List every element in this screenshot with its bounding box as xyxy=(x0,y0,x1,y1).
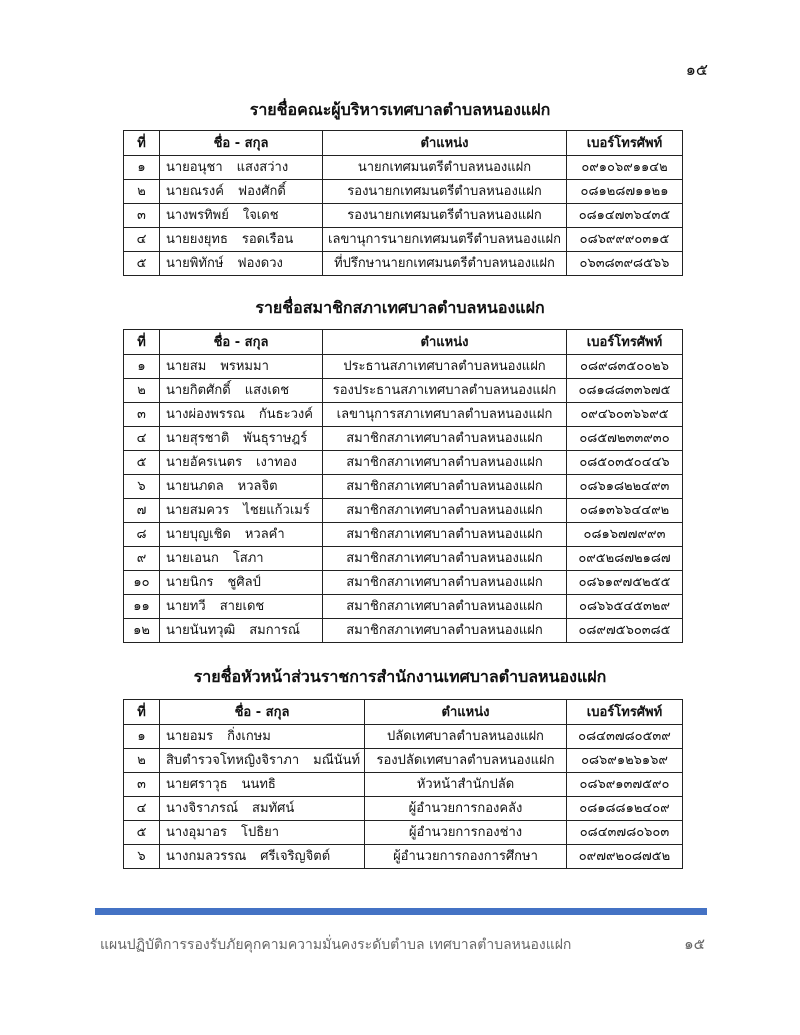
table-row xyxy=(124,523,683,547)
row-phone: ๐๘๙๗๕๖๐๓๘๕ xyxy=(567,619,683,643)
row-phone: ๐๘๑๔๗๓๖๔๓๕ xyxy=(567,204,683,228)
row-position: ประธานสภาเทศบาลตำบลหนองแฝก xyxy=(323,355,567,379)
row-phone: ๐๙๑๐๖๙๑๑๔๒ xyxy=(567,156,683,180)
row-name xyxy=(160,379,323,403)
row-name xyxy=(160,499,323,523)
row-number: ๑๑ xyxy=(124,595,160,619)
row-phone: ๐๘๔๓๗๘๐๖๐๓ xyxy=(567,821,683,845)
row-number: ๑ xyxy=(124,725,160,749)
row-phone: ๐๖๓๘๓๙๘๕๖๖ xyxy=(567,252,683,276)
table-row xyxy=(124,475,683,499)
last-name: สมทัศน์ xyxy=(252,801,295,816)
row-number: ๒ xyxy=(124,749,160,773)
row-position: ปลัดเทศบาลตำบลหนองแฝก xyxy=(365,725,567,749)
department-heads-table xyxy=(123,699,683,869)
row-number: ๖ xyxy=(124,845,160,869)
footer-page-number: ๑๕ xyxy=(684,935,705,953)
table-row xyxy=(124,451,683,475)
section-title-executives: รายชื่อคณะผู้บริหารเทศบาลตำบลหนองแฝก xyxy=(249,100,551,119)
row-phone: ๐๘๙๘๓๕๐๐๒๖ xyxy=(567,355,683,379)
first-name: นายเอนก xyxy=(166,551,219,566)
first-name: นายณรงค์ xyxy=(166,184,224,199)
last-name: โปธิยา xyxy=(241,825,280,840)
row-phone: ๐๘๔๓๗๘๐๕๓๙ xyxy=(567,725,683,749)
row-number: ๓ xyxy=(124,204,160,228)
table-row xyxy=(124,547,683,571)
header-position: ตำแหน่ง xyxy=(323,330,567,355)
last-name: กันธะวงค์ xyxy=(258,407,313,422)
row-name xyxy=(160,451,323,475)
first-name: นายทวี xyxy=(166,599,206,614)
header-position: ตำแหน่ง xyxy=(323,131,567,156)
row-phone: ๐๘๑๒๘๗๑๑๒๑ xyxy=(567,180,683,204)
first-name: นางกมลวรรณ xyxy=(166,849,247,864)
first-name: นางจิราภรณ์ xyxy=(166,801,239,816)
first-name: นายกิตศักดิ์ xyxy=(166,383,231,398)
row-position: เลขานุการสภาเทศบาลตำบลหนองแฝก xyxy=(323,403,567,427)
first-name: นายอนุชา xyxy=(166,160,223,175)
last-name: ไชยแก้วเมร์ xyxy=(243,503,310,518)
last-name: แสงเดช xyxy=(244,383,290,398)
row-phone: ๐๘๑๓๖๖๔๔๙๒ xyxy=(567,499,683,523)
row-position: ที่ปรึกษานายกเทศมนตรีตำบลหนองแฝก xyxy=(323,252,567,276)
table-row xyxy=(124,403,683,427)
header-no: ที่ xyxy=(124,330,160,355)
header-position: ตำแหน่ง xyxy=(365,700,567,725)
row-position: สมาชิกสภาเทศบาลตำบลหนองแฝก xyxy=(323,499,567,523)
row-name xyxy=(160,773,365,797)
row-phone: ๐๘๖๖๕๔๕๓๒๙ xyxy=(567,595,683,619)
table-row xyxy=(124,180,683,204)
row-name xyxy=(160,228,323,252)
table-row xyxy=(124,156,683,180)
row-phone: ๐๙๕๒๘๗๒๑๘๗ xyxy=(567,547,683,571)
row-name xyxy=(160,571,323,595)
row-phone: ๐๘๖๙๑๒๖๑๖๙ xyxy=(567,749,683,773)
row-phone: ๐๘๑๘๘๓๓๖๗๕ xyxy=(567,379,683,403)
last-name: ฟองศักดิ์ xyxy=(237,184,286,199)
row-number: ๕ xyxy=(124,451,160,475)
row-name xyxy=(160,427,323,451)
row-number: ๙ xyxy=(124,547,160,571)
table-row xyxy=(124,228,683,252)
row-name xyxy=(160,523,323,547)
row-phone: ๐๘๑๘๘๑๒๔๐๙ xyxy=(567,797,683,821)
first-name: สิบตำรวจโทหญิงจิราภา xyxy=(166,753,300,768)
row-position: ผู้อำนวยการกองการศึกษา xyxy=(365,845,567,869)
last-name: ชูศิลป์ xyxy=(227,575,261,590)
row-position: สมาชิกสภาเทศบาลตำบลหนองแฝก xyxy=(323,619,567,643)
row-phone: ๐๘๖๑๘๒๒๔๙๓ xyxy=(567,475,683,499)
row-position: สมาชิกสภาเทศบาลตำบลหนองแฝก xyxy=(323,475,567,499)
row-position: รองปลัดเทศบาลตำบลหนองแฝก xyxy=(365,749,567,773)
header-no: ที่ xyxy=(124,131,160,156)
row-position: สมาชิกสภาเทศบาลตำบลหนองแฝก xyxy=(323,523,567,547)
table-row xyxy=(124,749,683,773)
row-position: รองนายกเทศมนตรีตำบลหนองแฝก xyxy=(323,204,567,228)
section-title-council: รายชื่อสมาชิกสภาเทศบาลตำบลหนองแฝก xyxy=(255,298,545,317)
last-name: สมการณ์ xyxy=(249,623,300,638)
table-row xyxy=(124,571,683,595)
last-name: หวลจิต xyxy=(237,479,278,494)
table-row xyxy=(124,797,683,821)
table-header-row xyxy=(124,330,683,355)
row-number: ๒ xyxy=(124,180,160,204)
table-row xyxy=(124,595,683,619)
row-name xyxy=(160,547,323,571)
table-row xyxy=(124,355,683,379)
first-name: นายยงยุทธ xyxy=(166,232,228,247)
row-name xyxy=(160,475,323,499)
row-position: นายกเทศมนตรีตำบลหนองแฝก xyxy=(323,156,567,180)
header-phone: เบอร์โทรศัพท์ xyxy=(567,700,683,725)
header-name: ชื่อ - สกุล xyxy=(160,330,323,355)
row-number: ๑๒ xyxy=(124,619,160,643)
row-name xyxy=(160,797,365,821)
last-name: เงาทอง xyxy=(256,455,297,470)
row-name xyxy=(160,180,323,204)
first-name: นายนันทวุฒิ xyxy=(166,623,236,638)
last-name: กิ่งเกษม xyxy=(227,729,271,744)
row-number: ๓ xyxy=(124,773,160,797)
row-number: ๔ xyxy=(124,228,160,252)
row-phone: ๐๘๕๗๒๓๓๙๓๐ xyxy=(567,427,683,451)
header-name: ชื่อ - สกุล xyxy=(160,700,365,725)
row-number: ๕ xyxy=(124,252,160,276)
table-row xyxy=(124,725,683,749)
last-name: โสภา xyxy=(232,551,264,566)
first-name: นายอมร xyxy=(166,729,214,744)
first-name: นายนิกร xyxy=(166,575,214,590)
first-name: นายบุญเชิด xyxy=(166,527,231,542)
first-name: นายนภดล xyxy=(166,479,224,494)
table-row xyxy=(124,204,683,228)
row-phone: ๐๘๖๙๑๓๗๕๙๐ xyxy=(567,773,683,797)
last-name: ใจเดช xyxy=(242,208,279,223)
row-number: ๔ xyxy=(124,427,160,451)
header-phone: เบอร์โทรศัพท์ xyxy=(567,330,683,355)
section-title-department-heads: รายชื่อหัวหน้าส่วนราชการสำนักงานเทศบาลตำบลหนองแฝก xyxy=(193,667,607,686)
row-position: เลขานุการนายกเทศมนตรีตำบลหนองแฝก xyxy=(323,228,567,252)
row-number: ๑ xyxy=(124,355,160,379)
row-position: สมาชิกสภาเทศบาลตำบลหนองแฝก xyxy=(323,595,567,619)
executives-table xyxy=(123,130,683,276)
first-name: นายอัครเนตร xyxy=(166,455,243,470)
row-position: ผู้อำนวยการกองคลัง xyxy=(365,797,567,821)
table-row xyxy=(124,427,683,451)
last-name: สายเดช xyxy=(219,599,265,614)
table-header-row xyxy=(124,131,683,156)
last-name: ศรีเจริญจิตต์ xyxy=(260,849,331,864)
last-name: หวลคำ xyxy=(244,527,285,542)
header-phone: เบอร์โทรศัพท์ xyxy=(567,131,683,156)
last-name: ฟองดวง xyxy=(237,256,283,271)
row-name xyxy=(160,252,323,276)
row-number: ๗ xyxy=(124,499,160,523)
row-position: สมาชิกสภาเทศบาลตำบลหนองแฝก xyxy=(323,571,567,595)
first-name: นายสม xyxy=(166,359,207,374)
row-number: ๕ xyxy=(124,821,160,845)
last-name: แสงสว่าง xyxy=(236,160,289,175)
row-number: ๒ xyxy=(124,379,160,403)
row-phone: ๐๙๔๖๐๓๖๖๙๕ xyxy=(567,403,683,427)
row-name xyxy=(160,355,323,379)
header-name: ชื่อ - สกุล xyxy=(160,131,323,156)
first-name: นายสุรชาติ xyxy=(166,431,230,446)
table-row xyxy=(124,821,683,845)
first-name: นายศราวุธ xyxy=(166,777,228,792)
row-position: สมาชิกสภาเทศบาลตำบลหนองแฝก xyxy=(323,451,567,475)
last-name: มณีนันท์ xyxy=(313,753,361,768)
first-name: นางผ่องพรรณ xyxy=(166,407,245,422)
row-name xyxy=(160,749,365,773)
row-name xyxy=(160,156,323,180)
table-row xyxy=(124,499,683,523)
row-number: ๓ xyxy=(124,403,160,427)
row-position: รองประธานสภาเทศบาลตำบลหนองแฝก xyxy=(323,379,567,403)
row-name xyxy=(160,595,323,619)
last-name: พันธุราษฎร์ xyxy=(243,431,308,446)
row-number: ๔ xyxy=(124,797,160,821)
first-name: นายสมควร xyxy=(166,503,230,518)
table-header-row xyxy=(124,700,683,725)
first-name: นายพิทักษ์ xyxy=(166,256,224,271)
row-name xyxy=(160,619,323,643)
last-name: รอดเรือน xyxy=(241,232,294,247)
table-row xyxy=(124,379,683,403)
row-position: ผู้อำนวยการกองช่าง xyxy=(365,821,567,845)
first-name: นางพรทิพย์ xyxy=(166,208,229,223)
row-name xyxy=(160,403,323,427)
row-phone: ๐๘๑๖๗๗๙๙๓ xyxy=(567,523,683,547)
row-position: หัวหน้าสำนักปลัด xyxy=(365,773,567,797)
footer-text: แผนปฏิบัติการรองรับภัยคุกคามความมั่นคงระดับตำบล เทศบาลตำบลหนองแฝก xyxy=(100,937,572,953)
row-position: รองนายกเทศมนตรีตำบลหนองแฝก xyxy=(323,180,567,204)
row-phone: ๐๘๖๙๙๙๐๓๑๕ xyxy=(567,228,683,252)
row-number: ๑ xyxy=(124,156,160,180)
table-row xyxy=(124,252,683,276)
last-name: นนทธิ xyxy=(241,777,276,792)
last-name: พรหมมา xyxy=(220,359,269,374)
row-phone: ๐๘๕๐๓๕๐๔๔๖ xyxy=(567,451,683,475)
page-number-top: ๑๕ xyxy=(685,60,708,79)
table-row xyxy=(124,619,683,643)
row-phone: ๐๘๖๑๙๗๕๒๕๕ xyxy=(567,571,683,595)
header-no: ที่ xyxy=(124,700,160,725)
footer-divider xyxy=(95,908,707,915)
row-number: ๑๐ xyxy=(124,571,160,595)
row-number: ๘ xyxy=(124,523,160,547)
row-name xyxy=(160,725,365,749)
row-name xyxy=(160,821,365,845)
row-name xyxy=(160,845,365,869)
table-row xyxy=(124,845,683,869)
row-name xyxy=(160,204,323,228)
row-phone: ๐๙๗๙๒๐๘๗๕๒ xyxy=(567,845,683,869)
table-row xyxy=(124,773,683,797)
council-table xyxy=(123,329,683,643)
row-number: ๖ xyxy=(124,475,160,499)
first-name: นางอุมาอร xyxy=(166,825,228,840)
row-position: สมาชิกสภาเทศบาลตำบลหนองแฝก xyxy=(323,547,567,571)
row-position: สมาชิกสภาเทศบาลตำบลหนองแฝก xyxy=(323,427,567,451)
